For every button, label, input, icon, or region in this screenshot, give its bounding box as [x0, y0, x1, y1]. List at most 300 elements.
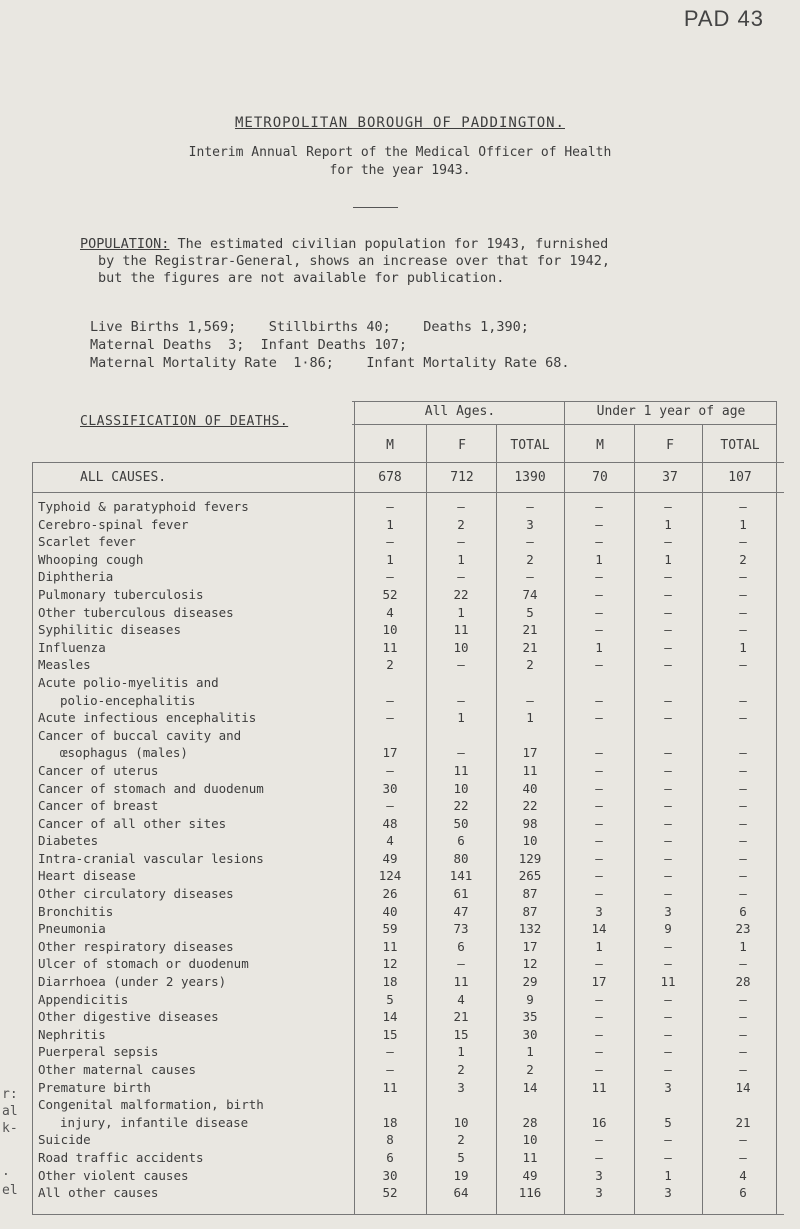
cause-label: Measles: [38, 657, 91, 673]
cell-f-infant: –: [664, 604, 672, 620]
all-causes-f: 712: [450, 470, 474, 485]
group-header-all-ages: All Ages.: [424, 404, 496, 419]
cell-m-all: 4: [386, 833, 394, 849]
cell-m-all: 15: [382, 1026, 398, 1042]
cell-total-infant: 14: [735, 1079, 751, 1095]
cause-label: Cancer of buccal cavity and: [38, 727, 242, 743]
cell-f-all: 10: [453, 780, 469, 796]
cause-label: Other respiratory diseases: [38, 938, 234, 954]
table-row: [32, 1008, 784, 1026]
cell-total-all: 29: [522, 974, 538, 990]
cell-total-all: 10: [522, 833, 538, 849]
cause-label: Intra-cranial vascular lesions: [38, 850, 264, 866]
vital-stats-line-3: Maternal Mortality Rate 1·86; Infant Mortality Rate 68.: [90, 355, 570, 371]
table-row: [32, 885, 784, 903]
cell-f-infant: [634, 727, 702, 745]
cell-f-all: 6: [457, 833, 465, 849]
cell-f-infant: 3: [664, 903, 672, 919]
cell-f-infant: –: [664, 1149, 672, 1165]
cell-m-infant: 1: [595, 551, 603, 567]
table-row: [32, 1167, 784, 1185]
cell-total-infant: –: [739, 1132, 747, 1148]
col-header-m-all: M: [386, 438, 394, 453]
cell-total-infant: –: [739, 886, 747, 902]
cell-m-all: –: [386, 710, 394, 726]
cell-f-infant: –: [664, 833, 672, 849]
cell-f-infant: –: [664, 499, 672, 514]
cell-total-infant: –: [739, 1062, 747, 1077]
cause-label: Cancer of all other sites: [38, 815, 227, 831]
col-header-m-infant: M: [596, 438, 604, 453]
cause-label: Other maternal causes: [38, 1062, 197, 1077]
cell-total-infant: –: [739, 692, 747, 708]
all-causes-infant-m: 70: [592, 470, 608, 485]
population-paragraph-line-2: by the Registrar-General, shows an increase over that for 1942,: [98, 253, 611, 269]
population-text-1: The estimated civilian population for 1943, furnished: [169, 236, 609, 252]
table-row: [32, 1061, 784, 1079]
cell-f-all: 1: [457, 710, 465, 726]
cell-m-all: 12: [382, 956, 398, 972]
cell-total-infant: 1: [739, 639, 747, 655]
cell-f-infant: –: [664, 938, 672, 954]
cell-m-all: 40: [382, 903, 398, 919]
table-row: [32, 674, 784, 692]
cell-m-all: –: [386, 1062, 394, 1077]
cell-f-infant: –: [664, 1009, 672, 1025]
table-row: [32, 1184, 784, 1202]
cell-total-infant: –: [739, 745, 747, 761]
cell-total-all: 17: [522, 745, 538, 761]
cause-label: Diarrhoea (under 2 years): [38, 974, 227, 990]
margin-mark: al: [2, 1104, 18, 1119]
cell-total-all: 74: [522, 586, 538, 602]
table-row: [32, 639, 784, 657]
col-header-total-all: TOTAL: [510, 438, 550, 453]
cell-f-all: 47: [453, 903, 469, 919]
cell-f-all: 141: [449, 868, 473, 884]
cause-label: Puerperal sepsis: [38, 1044, 159, 1060]
cell-total-all: 30: [522, 1026, 538, 1042]
cell-m-infant: –: [595, 710, 603, 726]
cell-total-all: 265: [518, 868, 542, 884]
cell-total-all: –: [526, 692, 534, 708]
cell-f-all: [426, 727, 496, 745]
cell-total-infant: 1: [739, 938, 747, 954]
table-row: [32, 1079, 784, 1097]
header-bottom-rule: [32, 462, 784, 463]
cell-m-all: 11: [382, 938, 398, 954]
cell-total-infant: 1: [739, 516, 747, 532]
cell-f-infant: –: [664, 991, 672, 1007]
cell-f-all: 11: [453, 622, 469, 638]
table-row: [32, 568, 784, 586]
subtitle-line-2: for the year 1943.: [329, 163, 471, 178]
cause-label: Appendicitis: [38, 991, 129, 1007]
cell-total-infant: –: [739, 1044, 747, 1060]
deaths-table: [32, 498, 784, 1202]
cause-label: Heart disease: [38, 868, 136, 884]
cell-f-all: 19: [453, 1167, 469, 1183]
population-paragraph-line-3: but the figures are not available for publication.: [98, 270, 505, 286]
cell-m-infant: –: [595, 516, 603, 532]
cell-total-infant: –: [739, 850, 747, 866]
table-row: [32, 1131, 784, 1149]
cell-f-infant: –: [664, 692, 672, 708]
cell-f-infant: –: [664, 762, 672, 778]
cell-f-all: –: [457, 692, 465, 708]
table-row: [32, 533, 784, 551]
cell-f-all: –: [457, 499, 465, 514]
cause-label: Diphtheria: [38, 569, 114, 585]
table-row: [32, 656, 784, 674]
cell-m-all: 30: [382, 780, 398, 796]
cell-m-infant: [564, 674, 634, 692]
cell-m-all: 2: [386, 657, 394, 673]
cause-label: Cancer of breast: [38, 798, 159, 814]
cell-total-all: 21: [522, 639, 538, 655]
cell-m-all: 52: [382, 1185, 398, 1201]
cell-m-all: [354, 1096, 426, 1114]
table-row: [32, 797, 784, 815]
cause-label: Scarlet fever: [38, 534, 136, 550]
cell-total-all: 2: [526, 657, 534, 673]
table-row: [32, 991, 784, 1009]
cell-total-all: 12: [522, 956, 538, 972]
cell-m-all: –: [386, 798, 394, 814]
cell-total-infant: –: [739, 762, 747, 778]
group-header-under-1: Under 1 year of age: [596, 404, 746, 419]
cell-f-infant: 9: [664, 921, 672, 937]
table-row: [32, 850, 784, 868]
cell-f-infant: –: [664, 534, 672, 550]
cause-label: Other digestive diseases: [38, 1009, 219, 1025]
cell-total-infant: –: [739, 991, 747, 1007]
cell-m-infant: [564, 727, 634, 745]
col-header-f-infant: F: [666, 438, 674, 453]
classification-heading: CLASSIFICATION OF DEATHS.: [80, 414, 289, 429]
cell-f-all: 2: [457, 1132, 465, 1148]
cell-m-infant: 11: [591, 1079, 607, 1095]
cell-m-infant: –: [595, 692, 603, 708]
cell-total-infant: –: [739, 499, 747, 514]
cell-m-all: 49: [382, 850, 398, 866]
cell-f-infant: 11: [660, 974, 676, 990]
table-row: [32, 744, 784, 762]
cell-f-all: 2: [457, 1062, 465, 1077]
cell-total-all: 40: [522, 780, 538, 796]
cell-total-infant: –: [739, 1026, 747, 1042]
cell-f-infant: –: [664, 1062, 672, 1077]
table-row: [32, 586, 784, 604]
cell-total-all: 1: [526, 1044, 534, 1060]
cause-label: injury, infantile disease: [60, 1114, 249, 1130]
cell-total-all: [496, 727, 564, 745]
cause-label: polio-encephalitis: [60, 692, 196, 708]
margin-mark: el: [2, 1183, 18, 1198]
cell-f-infant: –: [664, 886, 672, 902]
cell-total-infant: –: [739, 569, 747, 585]
cause-label: Cancer of stomach and duodenum: [38, 780, 264, 796]
table-row: [32, 604, 784, 622]
cell-f-all: 80: [453, 850, 469, 866]
cell-m-all: –: [386, 1044, 394, 1060]
cause-label: Cancer of uterus: [38, 762, 159, 778]
cell-total-infant: 23: [735, 921, 751, 937]
cell-f-all: 61: [453, 886, 469, 902]
cell-m-infant: –: [595, 780, 603, 796]
deaths-table-body: [32, 498, 784, 1202]
cell-m-all: [354, 727, 426, 745]
cell-m-infant: –: [595, 1149, 603, 1165]
margin-mark: r:: [2, 1087, 18, 1102]
table-row: [32, 1149, 784, 1167]
archive-stamp: PAD 43: [683, 6, 764, 31]
cell-m-infant: –: [595, 534, 603, 550]
table-row: [32, 1096, 784, 1114]
cell-total-infant: 6: [739, 1185, 747, 1201]
cell-f-infant: [634, 674, 702, 692]
cell-total-infant: –: [739, 956, 747, 972]
cell-total-all: 9: [526, 991, 534, 1007]
population-label: POPULATION:: [80, 236, 170, 252]
cell-m-infant: 3: [595, 1185, 603, 1201]
cell-f-all: 4: [457, 991, 465, 1007]
cause-label: Whooping cough: [38, 551, 144, 567]
cell-f-all: –: [457, 569, 465, 585]
cell-m-all: 1: [386, 516, 394, 532]
cell-m-all: 30: [382, 1167, 398, 1183]
table-row: [32, 692, 784, 710]
cell-f-all: 73: [453, 921, 469, 937]
cell-f-all: 1: [457, 604, 465, 620]
cause-label: Acute polio-myelitis and: [38, 674, 219, 690]
cell-f-infant: –: [664, 1044, 672, 1060]
cell-m-infant: 16: [591, 1114, 607, 1130]
cell-f-all: [426, 1096, 496, 1114]
cell-m-infant: –: [595, 815, 603, 831]
cell-f-infant: –: [664, 868, 672, 884]
cell-m-infant: –: [595, 991, 603, 1007]
cell-m-all: –: [386, 534, 394, 550]
cell-f-all: 22: [453, 586, 469, 602]
cell-total-infant: –: [739, 710, 747, 726]
cell-total-all: 21: [522, 622, 538, 638]
cell-total-all: 87: [522, 903, 538, 919]
cell-total-all: 14: [522, 1079, 538, 1095]
cell-f-all: 1: [457, 551, 465, 567]
cell-f-all: 15: [453, 1026, 469, 1042]
cell-m-all: 17: [382, 745, 398, 761]
table-row: [32, 832, 784, 850]
cell-f-all: 22: [453, 798, 469, 814]
cell-m-all: 1: [386, 551, 394, 567]
cell-total-all: 11: [522, 1149, 538, 1165]
cell-total-all: 87: [522, 886, 538, 902]
cell-m-infant: 3: [595, 903, 603, 919]
cell-total-all: 98: [522, 815, 538, 831]
cell-f-infant: –: [664, 622, 672, 638]
table-row: [32, 815, 784, 833]
cell-f-all: 21: [453, 1009, 469, 1025]
cell-m-infant: –: [595, 850, 603, 866]
cell-m-infant: –: [595, 1132, 603, 1148]
population-paragraph-line-1: [80, 236, 608, 252]
cell-f-infant: –: [664, 815, 672, 831]
cell-total-all: –: [526, 499, 534, 514]
vital-stats-line-2: Maternal Deaths 3; Infant Deaths 107;: [90, 337, 407, 353]
cell-total-all: 10: [522, 1132, 538, 1148]
cell-m-infant: –: [595, 1026, 603, 1042]
cell-f-all: 64: [453, 1185, 469, 1201]
cell-total-all: [496, 1096, 564, 1114]
cell-total-all: 1: [526, 710, 534, 726]
table-row: [32, 938, 784, 956]
cause-label: Suicide: [38, 1132, 91, 1148]
cell-f-infant: –: [664, 780, 672, 796]
cell-f-infant: –: [664, 710, 672, 726]
cell-m-infant: –: [595, 569, 603, 585]
all-causes-infant-f: 37: [662, 470, 678, 485]
cause-label: Acute infectious encephalitis: [38, 710, 257, 726]
cell-f-all: –: [457, 956, 465, 972]
all-causes-label: ALL CAUSES.: [80, 470, 167, 485]
cell-total-infant: 2: [739, 551, 747, 567]
margin-mark: k-: [2, 1121, 18, 1136]
cell-m-infant: 1: [595, 938, 603, 954]
cell-f-all: [426, 674, 496, 692]
cause-label: Influenza: [38, 639, 106, 655]
table-row: [32, 498, 784, 516]
cause-label: Ulcer of stomach or duodenum: [38, 956, 249, 972]
cell-total-all: 3: [526, 516, 534, 532]
cell-m-infant: –: [595, 798, 603, 814]
cell-f-infant: –: [664, 1026, 672, 1042]
cell-m-infant: –: [595, 1062, 603, 1077]
cell-total-all: 35: [522, 1009, 538, 1025]
cell-f-infant: –: [664, 956, 672, 972]
cell-total-all: 17: [522, 938, 538, 954]
margin-mark: .: [2, 1164, 10, 1179]
cell-total-infant: –: [739, 815, 747, 831]
cell-m-infant: –: [595, 833, 603, 849]
cause-label: Pneumonia: [38, 921, 106, 937]
cell-m-infant: –: [595, 956, 603, 972]
cell-f-infant: 3: [664, 1185, 672, 1201]
table-row: [32, 920, 784, 938]
cell-m-infant: –: [595, 586, 603, 602]
cell-m-infant: –: [595, 762, 603, 778]
cause-label: Syphilitic diseases: [38, 622, 181, 638]
cell-m-infant: 14: [591, 921, 607, 937]
cell-m-infant: –: [595, 499, 603, 514]
cell-f-infant: –: [664, 657, 672, 673]
cell-m-infant: –: [595, 657, 603, 673]
cell-total-infant: –: [739, 534, 747, 550]
cell-f-infant: 3: [664, 1079, 672, 1095]
cell-m-all: 26: [382, 886, 398, 902]
cell-total-infant: –: [739, 622, 747, 638]
cause-label: Pulmonary tuberculosis: [38, 586, 204, 602]
table-row: [32, 1043, 784, 1061]
cell-m-infant: –: [595, 604, 603, 620]
cell-f-all: 50: [453, 815, 469, 831]
cell-m-infant: 17: [591, 974, 607, 990]
cell-total-infant: [702, 674, 784, 692]
cell-f-infant: 5: [664, 1114, 672, 1130]
cell-m-infant: –: [595, 1044, 603, 1060]
cause-label: Nephritis: [38, 1026, 106, 1042]
cause-label: All other causes: [38, 1185, 159, 1201]
cell-m-all: 8: [386, 1132, 394, 1148]
all-causes-infant-total: 107: [728, 470, 752, 485]
cell-f-infant: 1: [664, 551, 672, 567]
cell-f-all: 5: [457, 1149, 465, 1165]
cell-m-all: 4: [386, 604, 394, 620]
cell-m-all: –: [386, 762, 394, 778]
cause-label: Cerebro-spinal fever: [38, 516, 189, 532]
cell-m-all: 6: [386, 1149, 394, 1165]
cause-label: Other tuberculous diseases: [38, 604, 234, 620]
table-bottom-rule: [32, 1214, 784, 1215]
table-row: [32, 709, 784, 727]
cell-total-all: –: [526, 534, 534, 550]
cell-total-infant: –: [739, 604, 747, 620]
cause-label: Other violent causes: [38, 1167, 189, 1183]
cell-total-all: 28: [522, 1114, 538, 1130]
cell-m-infant: –: [595, 886, 603, 902]
cell-total-infant: –: [739, 586, 747, 602]
cell-f-infant: 1: [664, 516, 672, 532]
cell-m-all: 48: [382, 815, 398, 831]
cell-total-all: 2: [526, 551, 534, 567]
cell-total-all: 22: [522, 798, 538, 814]
col-header-total-infant: TOTAL: [720, 438, 760, 453]
cell-m-all: 10: [382, 622, 398, 638]
cell-total-all: 2: [526, 1062, 534, 1077]
cell-total-infant: –: [739, 868, 747, 884]
cell-total-all: 11: [522, 762, 538, 778]
all-causes-m: 678: [378, 470, 402, 485]
cell-total-infant: 28: [735, 974, 751, 990]
cell-total-all: 49: [522, 1167, 538, 1183]
cell-total-infant: 21: [735, 1114, 751, 1130]
cell-f-all: –: [457, 745, 465, 761]
table-row: [32, 762, 784, 780]
table-row: [32, 973, 784, 991]
cell-f-all: 11: [453, 974, 469, 990]
cell-f-infant: –: [664, 745, 672, 761]
cell-m-all: 52: [382, 586, 398, 602]
all-causes-bottom-rule: [32, 492, 784, 493]
cause-label: Premature birth: [38, 1079, 151, 1095]
cell-m-all: 18: [382, 974, 398, 990]
cell-total-infant: [702, 1096, 784, 1114]
cell-f-infant: –: [664, 798, 672, 814]
cell-f-all: 11: [453, 762, 469, 778]
cause-label: Diabetes: [38, 833, 99, 849]
cell-m-infant: 3: [595, 1167, 603, 1183]
cause-label: Road traffic accidents: [38, 1149, 204, 1165]
cell-m-all: [354, 674, 426, 692]
cell-f-all: 10: [453, 1114, 469, 1130]
cause-label: Congenital malformation, birth: [38, 1097, 264, 1113]
cell-f-infant: –: [664, 639, 672, 655]
cell-m-all: –: [386, 499, 394, 514]
all-causes-total: 1390: [514, 470, 546, 485]
table-row: [32, 867, 784, 885]
cell-m-infant: –: [595, 1009, 603, 1025]
cell-m-all: 11: [382, 1079, 398, 1095]
